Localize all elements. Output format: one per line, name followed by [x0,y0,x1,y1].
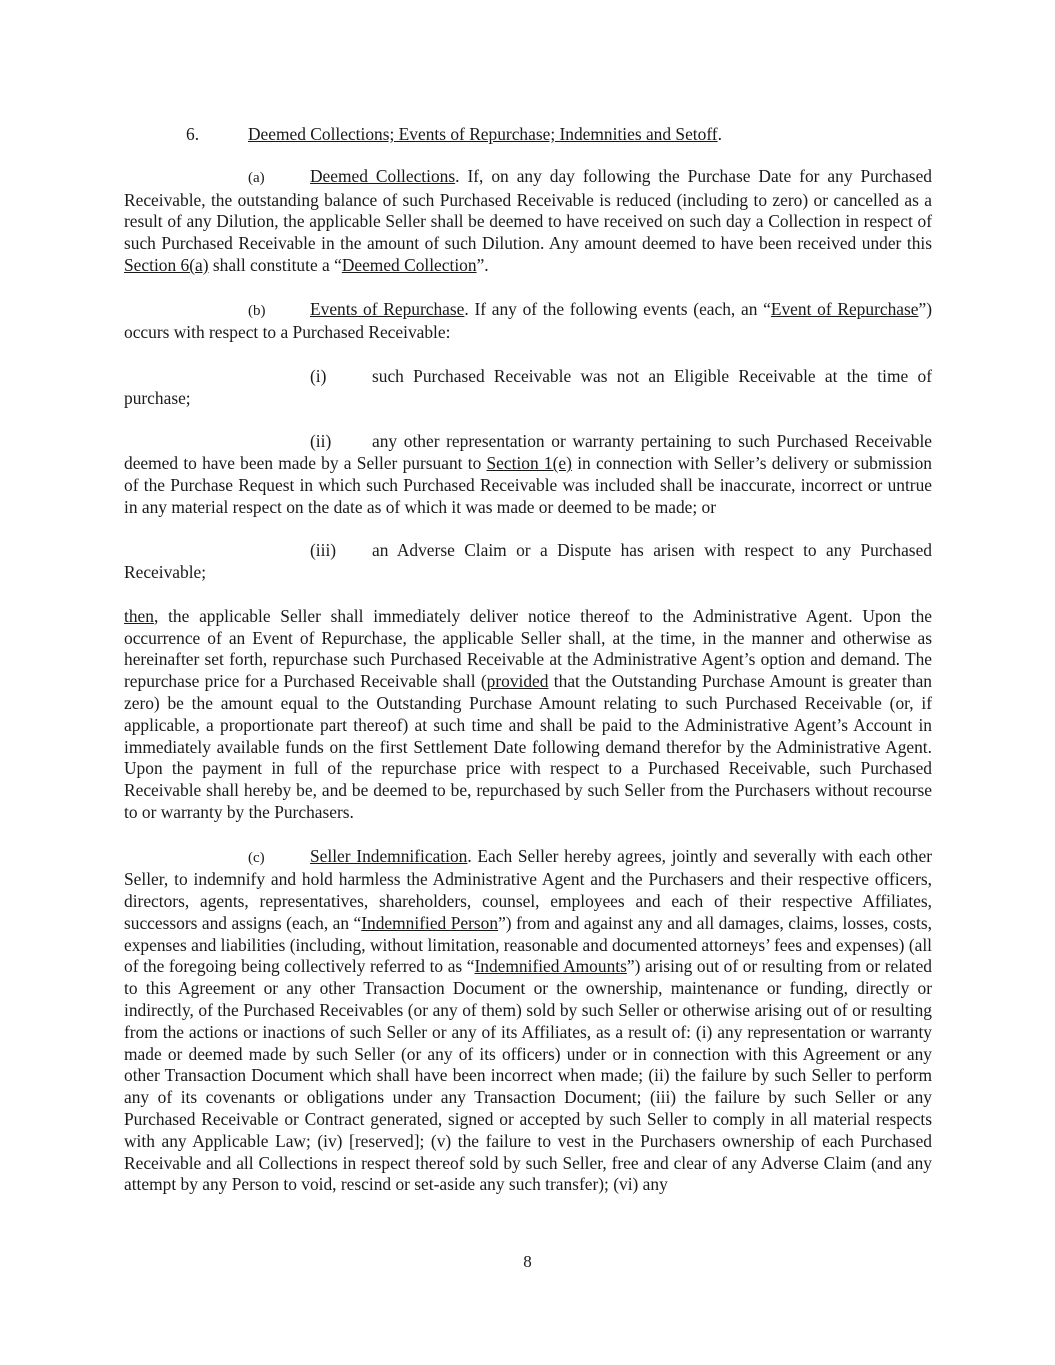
item-ii-text-1: any other representation or warranty pertaining to such Purchased Receivable deemed to have been made by a Seller pursuant to [124,431,932,474]
section-title-period: . [717,124,722,144]
provided-term: provided [486,671,549,692]
then-lead: then [124,605,154,626]
section-title: Deemed Collections; Events of Repurchase; Indemnities and Setoff [248,124,718,144]
paragraph-a-text-2: shall constitute a “ [208,254,342,275]
then-paragraph [124,606,932,824]
item-i-label: (i) [310,365,327,386]
section-number: 6. [186,124,200,144]
section-reference: Section 6(a) [124,254,209,275]
item-iii-label: (iii) [310,540,337,561]
paragraph-b-text-2: ”) occurs with respect to a Purchased Receivable: [124,298,932,343]
paragraph-c-text-1: . Each Seller hereby agrees, jointly and severally with each other Seller, to indemnify and hold harmless the Administrative Agent and the Purchasers and their respective officers, directors, agents, representatives, shareholders, counsel, employees and each of their respective Affiliates, successors and assigns (each, an “ [124,845,933,933]
document-page [124,124,932,1218]
section-reference: Section 1(e) [486,453,572,474]
paragraph-b-title: Events of Repurchase [310,298,465,319]
paragraph-a [124,166,932,277]
paragraph-a-label: (a) [248,169,265,186]
then-text-1: , the applicable Seller shall immediately deliver notice thereof to the Administrative Agent. Upon the occurrence of an Event of Repurchase, the applicable Seller shall, at the time, in the manner and otherwise as hereinafter set forth, repurchase such Purchased Receivable at the Administrative Agent’s option and demand. The repurchase price for a Purchased Receivable shall ( [124,605,932,692]
paragraph-b-label: (b) [248,302,266,319]
defined-term: Indemnified Person [361,912,499,933]
item-i [124,366,932,410]
item-i-text: such Purchased Receivable was not an Eligible Receivable at the time of purchase; [124,365,932,408]
section-heading [124,124,932,146]
page-number: 8 [523,1252,532,1271]
defined-term: Event of Repurchase [770,298,919,319]
item-iii-text: an Adverse Claim or a Dispute has arisen with respect to any Purchased Receivable; [124,540,932,583]
item-ii [124,431,932,518]
defined-term: Indemnified Amounts [474,956,627,977]
item-iii [124,540,932,584]
paragraph-b-text-1: . If any of the following events (each, an “ [464,298,771,319]
paragraph-c-title: Seller Indemnification [310,845,468,866]
paragraph-a-text-1: . If, on any day following the Purchase Date for any Purchased Receivable, the outstanding balance of such Purchased Receivable is reduced (including to zero) or cancelled as a result of any Dilution, the applicable Seller shall be deemed to have received on such day a Collection in respect of such Purchased Receivable in the amount of such Dilution. Any amount deemed to have been received under this [124,165,932,254]
paragraph-b [124,299,932,345]
paragraph-c-text-3: ”) arising out of or resulting from or related to this Agreement or any other Transaction Document or the ownership, maintenance or funding, directly or indirectly, of the Purchased Receivables (or any of them) sold by such Seller or otherwise arising out of or resulting from the actions or inactions of such Seller or any of its Affiliates, as a result of: (i) any representation or warranty made or deemed made by such Seller (or any of its officers) under or in connection with this Agreement or any other Transaction Document which shall have been incorrect when made; (ii) the failure by such Seller to perform any of its covenants or obligations under any Transaction Document; (iii) the failure by such Seller or any Purchased Receivable or Contract generated, signed or accepted by such Seller to comply in all material respects with any Applicable Law; (iv) [reserved]; (v) the failure to vest in the Purchasers ownership of each Purchased Receivable and all Collections in respect thereof sold by such Seller, free and clear of any Adverse Claim (and any attempt by any Person to void, rescind or set-aside any such transfer); (vi) any [124,956,932,1195]
defined-term: Deemed Collection [341,254,477,275]
paragraph-a-title: Deemed Collections [310,165,456,186]
then-text-2: that the Outstanding Purchase Amount is greater than zero) be the amount equal to the Outstanding Purchase Amount relating to such Purchased Receivable (or, if applicable, a proportionate part thereof) at such time and shall be paid to the Administrative Agent’s Account in immediately available funds on the first Settlement Date following demand therefor by the Administrative Agent. Upon the payment in full of the repurchase price with respect to a Purchased Receivable, such Purchased Receivable shall hereby be, and be deemed to be, repurchased by such Seller from the Purchasers without recourse to or warranty by the Purchasers. [124,671,933,822]
item-ii-label: (ii) [310,431,332,452]
paragraph-c [124,846,932,1197]
item-ii-text-2: in connection with Seller’s delivery or submission of the Purchase Request in which such Purchased Receivable was included shall be inaccurate, incorrect or untrue in any material respect on the date as of which it was made or deemed to be made; or [124,453,932,517]
paragraph-c-text-2: ”) from and against any and all damages, claims, losses, costs, expenses and liabilities (including, without limitation, reasonable and documented attorneys’ fees and expenses) (all of the foregoing being collectively referred to as “ [124,912,933,977]
paragraph-c-label: (c) [248,849,265,866]
paragraph-a-text-3: ”. [476,254,489,275]
